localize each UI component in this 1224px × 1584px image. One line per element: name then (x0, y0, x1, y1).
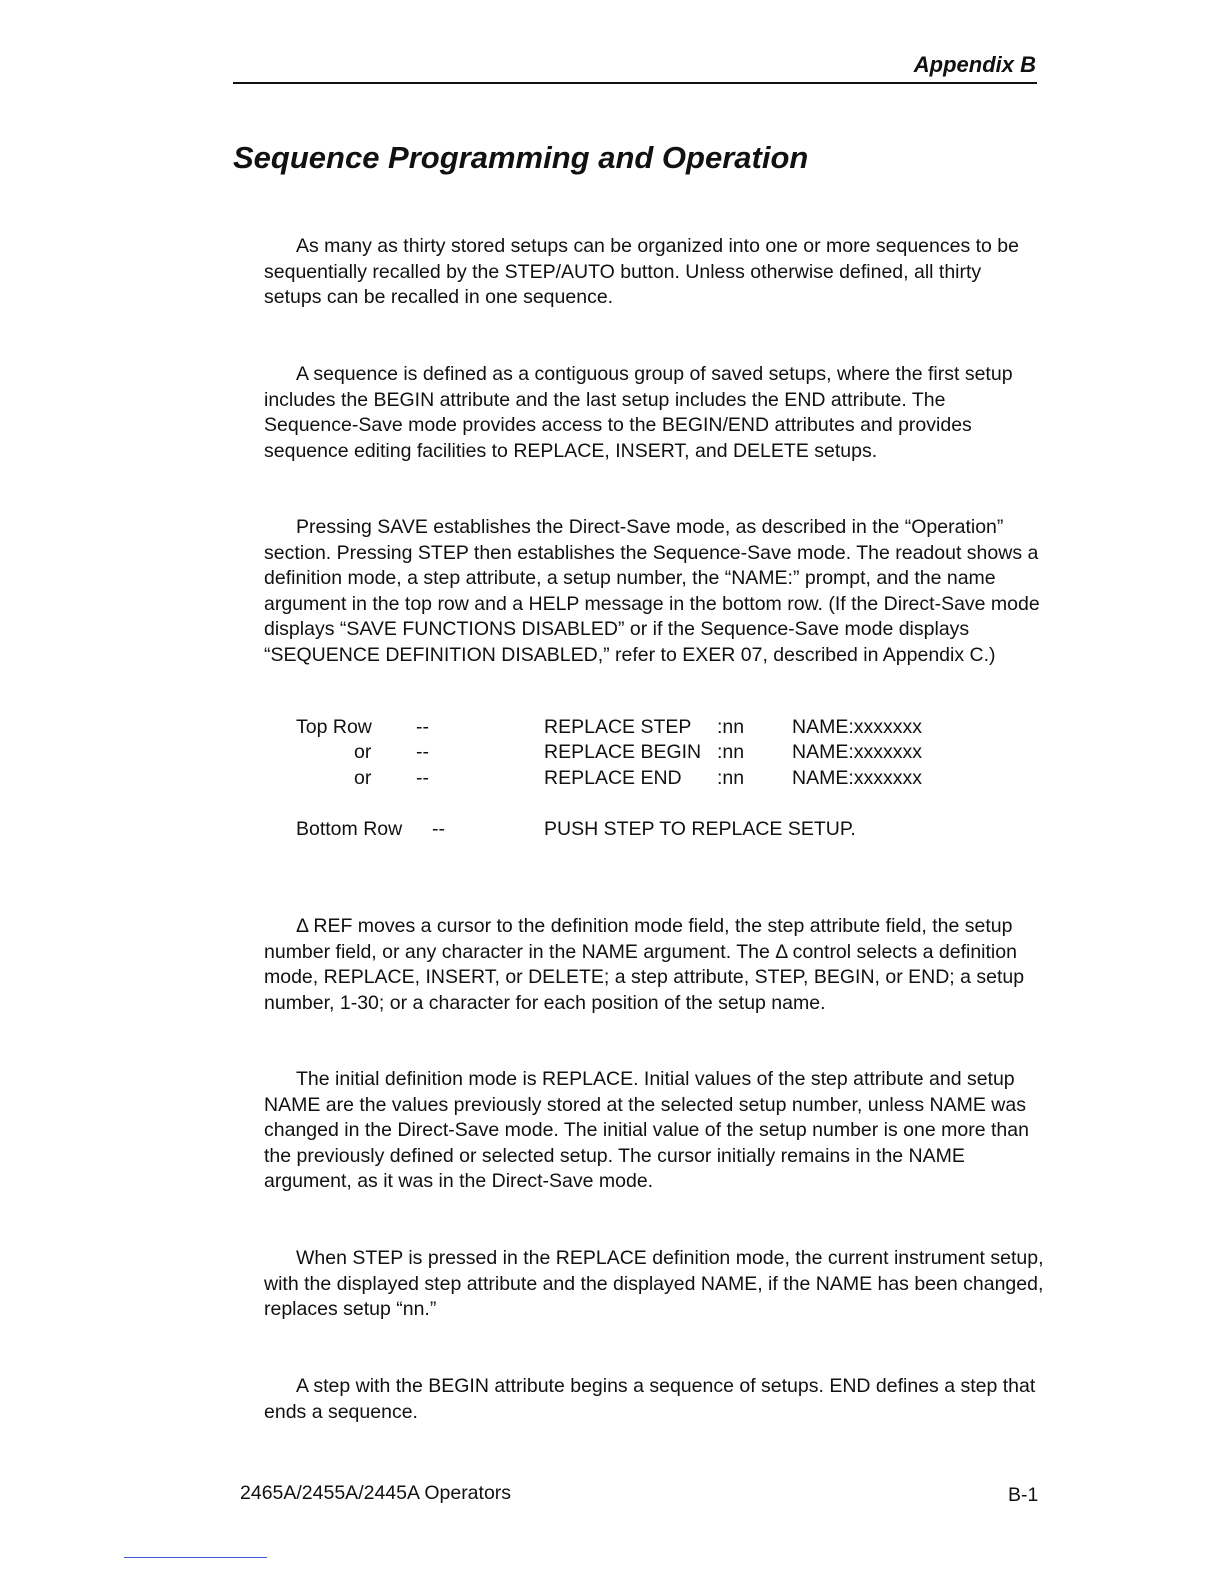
section-header: Appendix B (913, 52, 1036, 77)
readout-row-label: or (354, 767, 372, 789)
paragraph-initial-mode: The initial definition mode is REPLACE. Initial values of the step attribute and setup NAME are the values previously stored at the selected setup number, unless NAME was changed in the Direct-Save mode. The initial value of the setup number is one more than the previously defined or selected setup. The cursor initially remains in the NAME argument, as it was in the Direct-Save mode. (264, 1068, 1029, 1193)
paragraph-sequence-definition: A sequence is defined as a contiguous group of saved setups, where the first setup includes the BEGIN attribute and the last setup includes the END attribute. The Sequence-Save mode provides access to the BEGIN/END attributes and provides sequence editing facilities to REPLACE, INSERT, and DELETE setups. (264, 363, 1013, 462)
readout-row-dash: -- (416, 767, 429, 789)
paragraph-intro: As many as thirty stored setups can be organized into one or more sequences to be sequentially recalled by the STEP/AUTO button. Unless otherwise defined, all thirty setups can be recalled in one sequence. (264, 235, 1019, 309)
paragraph-sequence-save-mode: Pressing SAVE establishes the Direct-Save mode, as described in the “Operation” section. Pressing STEP then establishes the Sequence-Save mode. The readout shows a definition mode, a step attribute, a setup number, the “NAME:” prompt, and the name argument in the top row and a HELP message in the bottom row. (If the Direct-Save mode displays “SAVE FUNCTIONS DISABLED” or if the Sequence-Save mode displays “SEQUENCE DEFINITION DISABLED,” refer to EXER 07, described in Appendix C.) (264, 516, 1040, 666)
readout-row-name: NAME:xxxxxxx (792, 716, 923, 738)
readout-row-command: REPLACE STEP (544, 716, 692, 738)
paragraph-begin-end: A step with the BEGIN attribute begins a sequence of setups. END defines a step that ends a sequence. (264, 1375, 1036, 1423)
header-rule (233, 82, 1037, 84)
readout-row-name: NAME:xxxxxxx (792, 741, 923, 763)
readout-row-dash: -- (416, 741, 429, 763)
readout-row-number: :nn (717, 767, 745, 789)
readout-row-number: :nn (717, 716, 745, 738)
readout-row-label: Top Row (296, 716, 372, 738)
footer-manual-title: 2465A/2455A/2445A Operators (240, 1482, 512, 1504)
footer-page-number: B-1 (1008, 1484, 1039, 1506)
readout-row-label: or (354, 741, 372, 763)
footer-divider (124, 1557, 267, 1558)
readout-bottom-message: PUSH STEP TO REPLACE SETUP. (544, 818, 856, 840)
paragraph-replace-step: When STEP is pressed in the REPLACE definition mode, the current instrument setup, with the displayed step attribute and the displayed NAME, if the NAME has been changed, replaces setup “nn.” (264, 1247, 1044, 1321)
readout-bottom-label: Bottom Row (296, 818, 403, 840)
readout-row-number: :nn (717, 741, 745, 763)
paragraph-delta-ref: Δ REF moves a cursor to the definition mode field, the step attribute field, the setup number field, or any character in the NAME argument. The Δ control selects a definition mode, REPLACE, INSERT, or DELETE; a step attribute, STEP, BEGIN, or END; a setup number, 1-30; or a character for each position of the setup name. (264, 915, 1025, 1014)
readout-row-dash: -- (416, 716, 429, 738)
page-title: Sequence Programming and Operation (233, 140, 809, 175)
readout-row-name: NAME:xxxxxxx (792, 767, 923, 789)
readout-row-command: REPLACE END (544, 767, 682, 789)
readout-bottom-dash: -- (432, 818, 445, 840)
readout-row-command: REPLACE BEGIN (544, 741, 702, 763)
